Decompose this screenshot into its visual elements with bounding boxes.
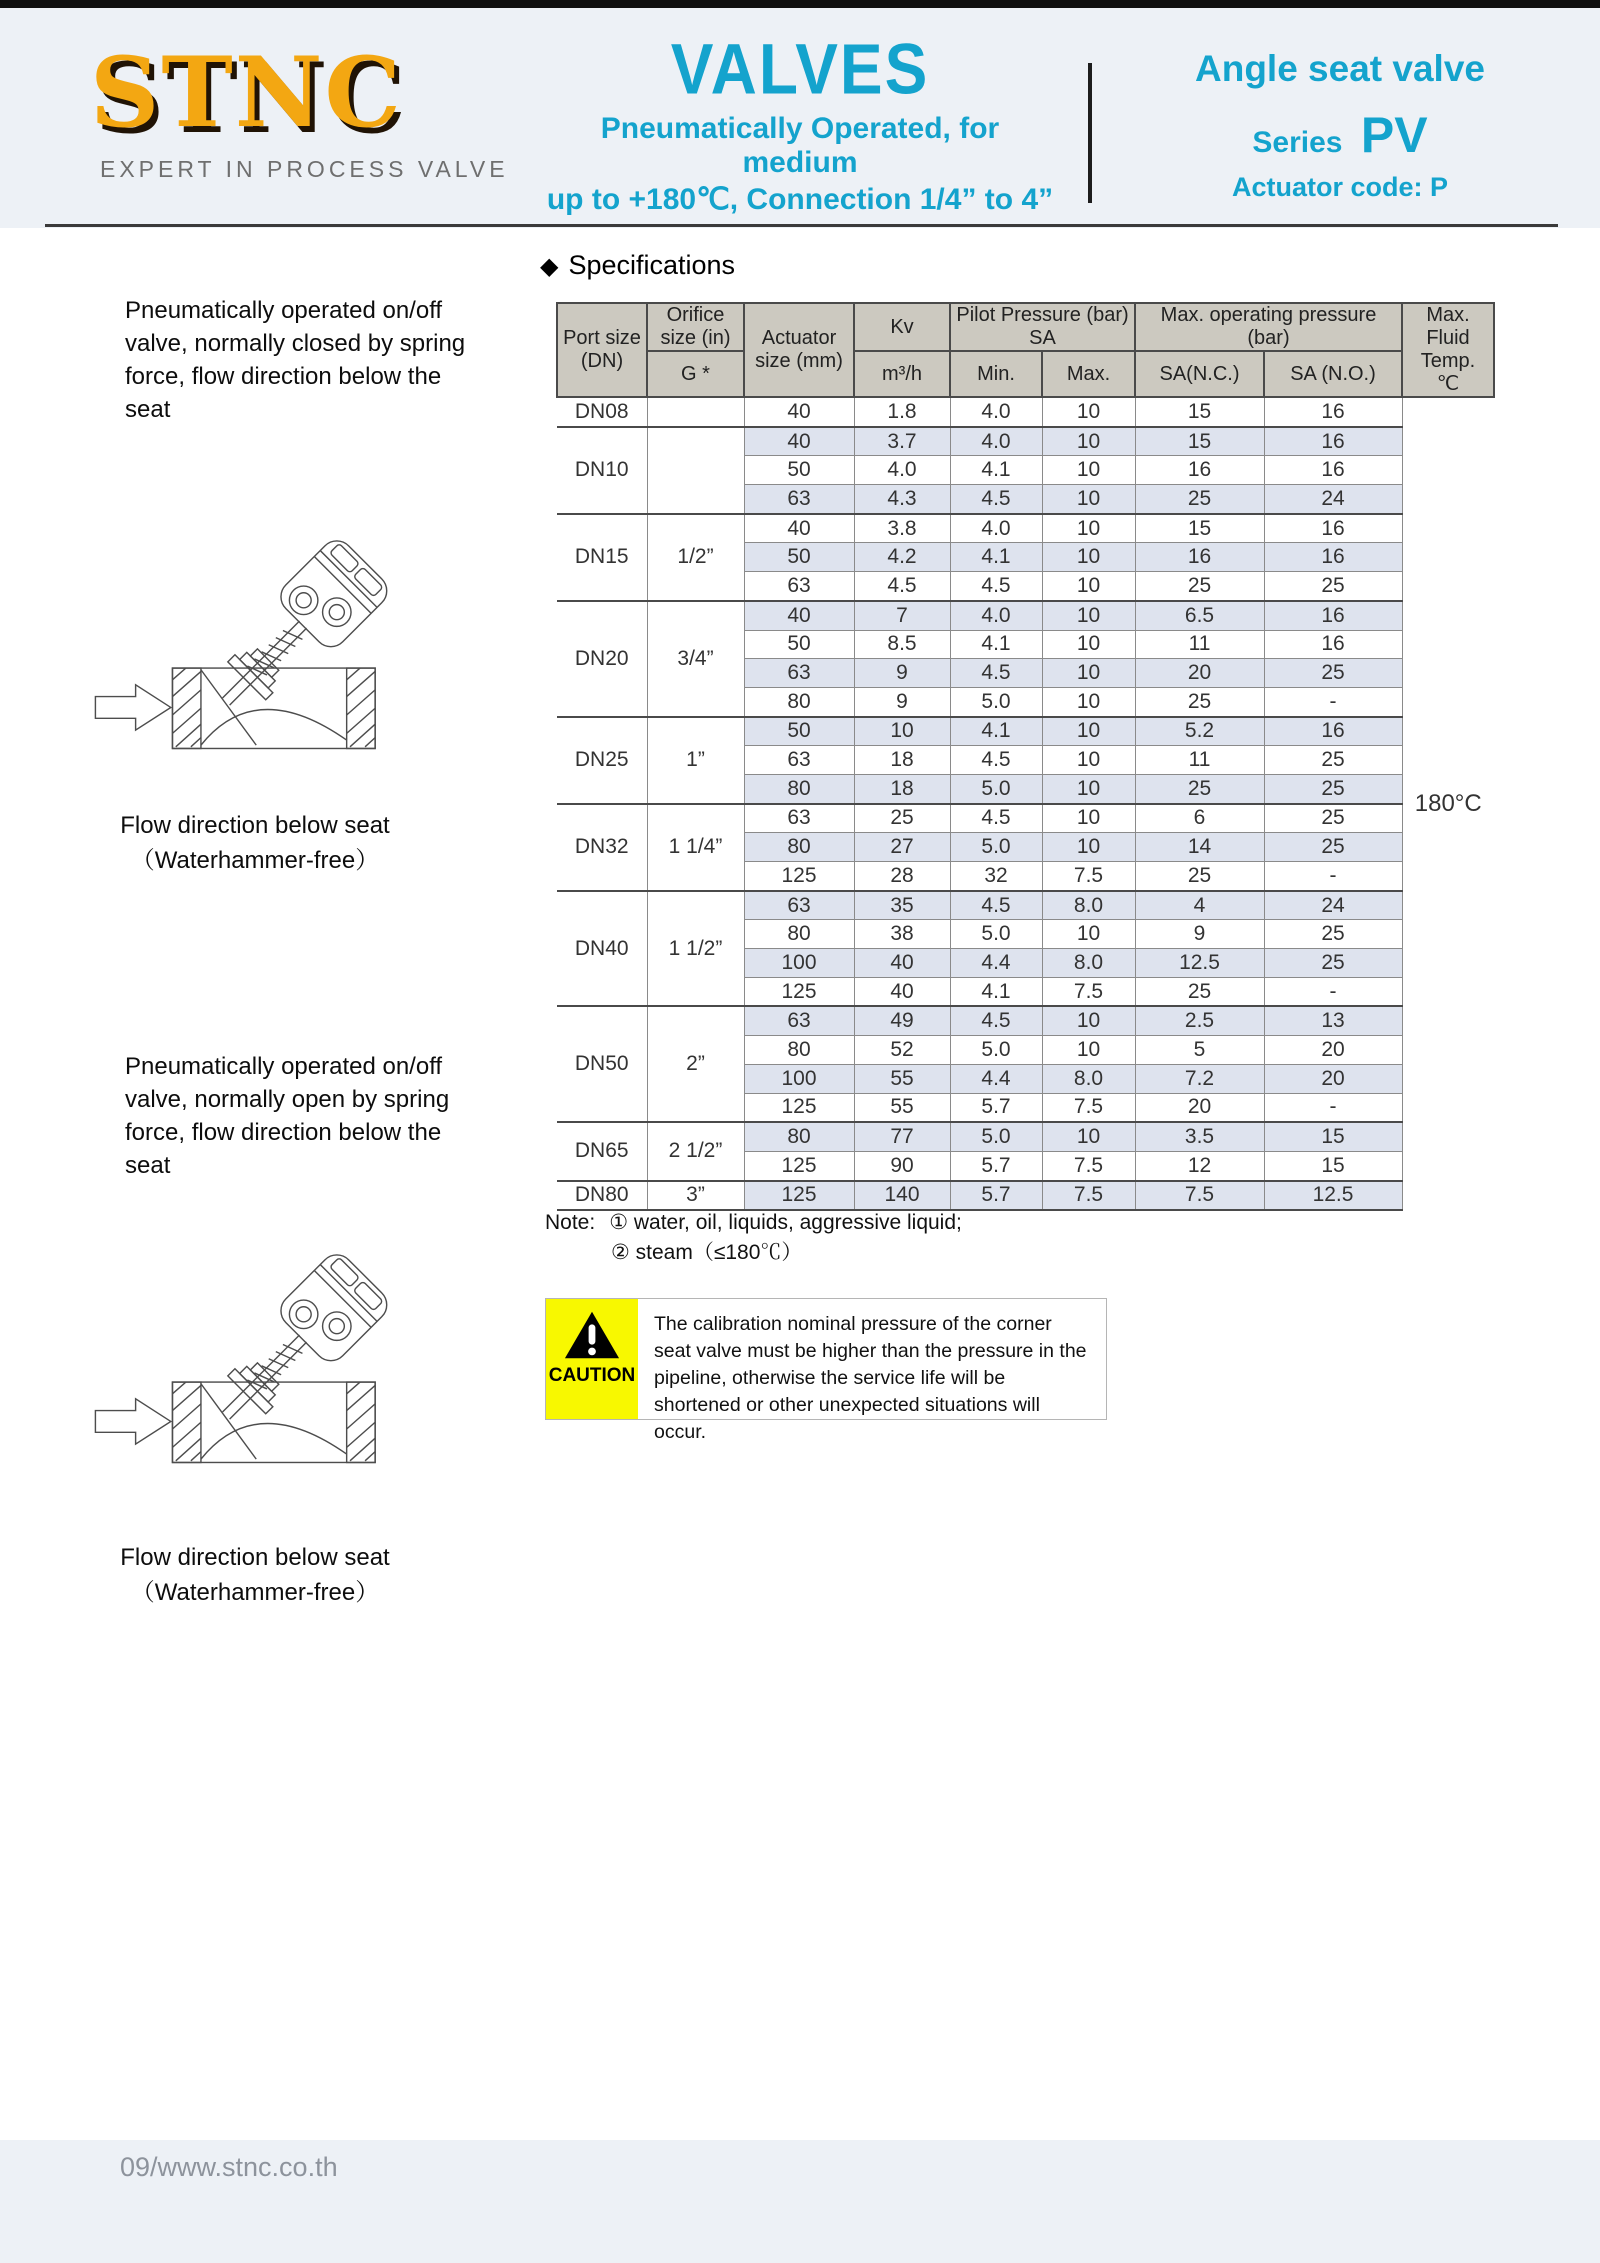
data-cell: 25 xyxy=(1264,804,1402,833)
data-cell: 10 xyxy=(1042,485,1135,514)
port-size-cell: DN65 xyxy=(557,1122,647,1180)
flow-caption-2 xyxy=(85,1540,425,1610)
data-cell: 90 xyxy=(854,1151,950,1180)
caution-label: CAUTION xyxy=(548,1365,636,1386)
table-row xyxy=(557,514,1494,543)
orifice-size-cell: 1” xyxy=(647,717,744,804)
col-header-kv: Kv xyxy=(854,303,950,351)
data-cell: 4.0 xyxy=(950,397,1042,427)
col-header-sa-nc: SA(N.C.) xyxy=(1135,351,1264,397)
data-cell: 4.2 xyxy=(854,543,950,572)
port-size-cell: DN20 xyxy=(557,601,647,717)
data-cell: 7.5 xyxy=(1042,1093,1135,1122)
valve-technical-drawing-1 xyxy=(92,452,402,787)
data-cell: 25 xyxy=(1264,774,1402,803)
header-rule xyxy=(45,224,1558,227)
data-cell: 16 xyxy=(1264,514,1402,543)
col-header-pilot-min: Min. xyxy=(950,351,1042,397)
data-cell: 40 xyxy=(744,601,854,630)
data-cell: 16 xyxy=(1135,456,1264,485)
data-cell: 125 xyxy=(744,1151,854,1180)
data-cell: 3.8 xyxy=(854,514,950,543)
data-cell: 6.5 xyxy=(1135,601,1264,630)
data-cell: 80 xyxy=(744,774,854,803)
data-cell: 5.0 xyxy=(950,1122,1042,1151)
col-header-orifice-size: Orifice size (in) xyxy=(647,303,744,351)
data-cell: 4.1 xyxy=(950,456,1042,485)
data-cell: 4.0 xyxy=(854,456,950,485)
data-cell: 20 xyxy=(1264,1064,1402,1093)
orifice-size-cell: 2 1/2” xyxy=(647,1122,744,1180)
stnc-logo: STNC xyxy=(90,36,403,149)
col-header-pilot-pressure: Pilot Pressure (bar) SA xyxy=(950,303,1135,351)
data-cell: 80 xyxy=(744,687,854,716)
data-cell: 2.5 xyxy=(1135,1006,1264,1035)
data-cell: 5.0 xyxy=(950,920,1042,949)
page-subtitle-line2: up to +180℃, Connection 1/4” to 4” xyxy=(546,183,1054,216)
data-cell: 8.0 xyxy=(1042,1064,1135,1093)
col-header-kv-unit: m³/h xyxy=(854,351,950,397)
data-cell: 40 xyxy=(854,949,950,978)
table-row xyxy=(557,717,1494,746)
page-title: VALVES xyxy=(670,28,930,110)
table-row xyxy=(557,601,1494,630)
specifications-table xyxy=(556,302,1495,1211)
data-cell: 10 xyxy=(1042,920,1135,949)
data-cell: 3.5 xyxy=(1135,1122,1264,1151)
data-cell: 4.0 xyxy=(950,427,1042,456)
caution-text: The calibration nominal pressure of the corner seat valve must be higher than the pressure in the pipeline, otherwise the service life will be shortened or other unexpected situations will occur. xyxy=(654,1313,1087,1443)
data-cell: 10 xyxy=(1042,659,1135,688)
logo-tagline: EXPERT IN PROCESS VALVE xyxy=(100,156,509,182)
flow-caption-line1: Flow direction below seat xyxy=(120,812,390,839)
data-cell: 100 xyxy=(744,1064,854,1093)
data-cell: 10 xyxy=(1042,833,1135,862)
header-title-block xyxy=(540,28,1060,217)
data-cell: - xyxy=(1264,862,1402,891)
data-cell: 16 xyxy=(1264,630,1402,659)
data-cell: 10 xyxy=(1042,456,1135,485)
col-header-pilot-max: Max. xyxy=(1042,351,1135,397)
table-row xyxy=(557,804,1494,833)
data-cell: 15 xyxy=(1135,514,1264,543)
diamond-icon: ◆ xyxy=(540,253,559,280)
data-cell: 40 xyxy=(854,977,950,1006)
note-block xyxy=(545,1208,962,1268)
data-cell: 10 xyxy=(1042,514,1135,543)
flow-caption-line2: （Waterhammer-free） xyxy=(130,1579,380,1606)
caution-box xyxy=(545,1298,1107,1443)
data-cell: 14 xyxy=(1135,833,1264,862)
data-cell: 63 xyxy=(744,572,854,601)
data-cell: 25 xyxy=(1135,485,1264,514)
data-cell: 25 xyxy=(1264,572,1402,601)
data-cell: 40 xyxy=(744,397,854,427)
header-vertical-divider xyxy=(1088,63,1092,203)
data-cell: 63 xyxy=(744,804,854,833)
table-row xyxy=(557,1181,1494,1211)
data-cell: 35 xyxy=(854,891,950,920)
data-cell: 12 xyxy=(1135,1151,1264,1180)
port-size-cell: DN10 xyxy=(557,427,647,514)
data-cell: - xyxy=(1264,687,1402,716)
data-cell: 7.2 xyxy=(1135,1064,1264,1093)
data-cell: 5.0 xyxy=(950,1036,1042,1065)
actuator-code: Actuator code: P xyxy=(1231,172,1449,202)
note-text-1: ① water, oil, liquids, aggressive liquid; xyxy=(609,1211,962,1234)
port-size-cell: DN80 xyxy=(557,1181,647,1211)
data-cell: 4.5 xyxy=(950,746,1042,775)
data-cell: 7.5 xyxy=(1135,1181,1264,1211)
data-cell: 50 xyxy=(744,456,854,485)
specifications-heading xyxy=(540,250,735,281)
description-normally-open: Pneumatically operated on/off valve, normally open by spring force, flow direction below the seat xyxy=(125,1053,450,1179)
data-cell: 125 xyxy=(744,977,854,1006)
data-cell: 10 xyxy=(1042,1036,1135,1065)
data-cell: 20 xyxy=(1135,659,1264,688)
port-size-cell: DN08 xyxy=(557,397,647,427)
data-cell: 25 xyxy=(854,804,950,833)
top-black-bar xyxy=(0,0,1600,8)
data-cell: 25 xyxy=(1135,862,1264,891)
data-cell: 4.5 xyxy=(950,485,1042,514)
port-size-cell: DN32 xyxy=(557,804,647,891)
series-value: PV xyxy=(1360,107,1428,163)
data-cell: 10 xyxy=(1042,572,1135,601)
data-cell: 18 xyxy=(854,746,950,775)
table-row xyxy=(557,891,1494,920)
data-cell: 4.1 xyxy=(950,717,1042,746)
data-cell: 15 xyxy=(1264,1122,1402,1151)
data-cell: 10 xyxy=(1042,630,1135,659)
data-cell: 9 xyxy=(854,687,950,716)
data-cell: 38 xyxy=(854,920,950,949)
data-cell: 10 xyxy=(1042,774,1135,803)
data-cell: 50 xyxy=(744,630,854,659)
table-row xyxy=(557,1006,1494,1035)
data-cell: 40 xyxy=(744,427,854,456)
data-cell: 4.3 xyxy=(854,485,950,514)
data-cell: 80 xyxy=(744,1036,854,1065)
data-cell: 4.5 xyxy=(950,804,1042,833)
specifications-heading-label: Specifications xyxy=(568,250,736,280)
data-cell: 25 xyxy=(1135,572,1264,601)
data-cell: 10 xyxy=(1042,601,1135,630)
data-cell: 5 xyxy=(1135,1036,1264,1065)
data-cell: 13 xyxy=(1264,1006,1402,1035)
data-cell: 100 xyxy=(744,949,854,978)
data-cell: 7.5 xyxy=(1042,1181,1135,1211)
port-size-cell: DN25 xyxy=(557,717,647,804)
data-cell: 40 xyxy=(744,514,854,543)
data-cell: 10 xyxy=(1042,1006,1135,1035)
caution-badge xyxy=(546,1299,638,1419)
data-cell: 4.5 xyxy=(950,1006,1042,1035)
data-cell: - xyxy=(1264,977,1402,1006)
data-cell: 7.5 xyxy=(1042,977,1135,1006)
data-cell: 9 xyxy=(1135,920,1264,949)
data-cell: 10 xyxy=(1042,1122,1135,1151)
data-cell: 140 xyxy=(854,1181,950,1211)
data-cell: 8.5 xyxy=(854,630,950,659)
table-header-row-1 xyxy=(557,303,1494,351)
orifice-size-cell: 3/4” xyxy=(647,601,744,717)
data-cell: 52 xyxy=(854,1036,950,1065)
data-cell: 5.0 xyxy=(950,833,1042,862)
data-cell: 11 xyxy=(1135,630,1264,659)
data-cell: 7.5 xyxy=(1042,862,1135,891)
orifice-size-cell: 2” xyxy=(647,1006,744,1122)
data-cell: 5.7 xyxy=(950,1151,1042,1180)
data-cell: 5.0 xyxy=(950,774,1042,803)
data-cell: 32 xyxy=(950,862,1042,891)
orifice-size-cell: 1 1/2” xyxy=(647,891,744,1007)
col-header-max-fluid-temp: Max. Fluid Temp. ℃ xyxy=(1402,303,1494,397)
data-cell: 4.5 xyxy=(854,572,950,601)
footer-page-url: 09/www.stnc.co.th xyxy=(120,2152,338,2182)
table-row xyxy=(557,397,1494,427)
data-cell: 4.1 xyxy=(950,977,1042,1006)
data-cell: 10 xyxy=(854,717,950,746)
note-label: Note: xyxy=(545,1211,596,1234)
port-size-cell: DN40 xyxy=(557,891,647,1007)
data-cell: 16 xyxy=(1264,456,1402,485)
data-cell: 25 xyxy=(1135,687,1264,716)
description-normally-closed: Pneumatically operated on/off valve, normally closed by spring force, flow direction below the seat xyxy=(125,297,466,423)
data-cell: 77 xyxy=(854,1122,950,1151)
warning-triangle-icon xyxy=(563,1309,621,1361)
data-cell: 3.7 xyxy=(854,427,950,456)
data-cell: 125 xyxy=(744,862,854,891)
data-cell: 49 xyxy=(854,1006,950,1035)
spec-table-body xyxy=(557,397,1494,1210)
data-cell: 4.1 xyxy=(950,543,1042,572)
data-cell: 9 xyxy=(854,659,950,688)
series-line xyxy=(1110,106,1570,164)
table-header-row-2 xyxy=(557,351,1494,397)
page-subtitle-line1: Pneumatically Operated, for medium xyxy=(600,112,1000,179)
data-cell: 5.7 xyxy=(950,1181,1042,1211)
data-cell: 16 xyxy=(1264,397,1402,427)
data-cell: 16 xyxy=(1264,601,1402,630)
data-cell: 55 xyxy=(854,1093,950,1122)
data-cell: 20 xyxy=(1135,1093,1264,1122)
data-cell: 4 xyxy=(1135,891,1264,920)
data-cell: 63 xyxy=(744,746,854,775)
orifice-size-cell: 1 1/4” xyxy=(647,804,744,891)
orifice-size-cell: 3” xyxy=(647,1181,744,1211)
data-cell: 4.5 xyxy=(950,572,1042,601)
data-cell: 5.0 xyxy=(950,687,1042,716)
data-cell: 10 xyxy=(1042,804,1135,833)
data-cell: 10 xyxy=(1042,717,1135,746)
data-cell: 50 xyxy=(744,717,854,746)
data-cell: 55 xyxy=(854,1064,950,1093)
data-cell: 25 xyxy=(1264,746,1402,775)
data-cell: 7.5 xyxy=(1042,1151,1135,1180)
table-row xyxy=(557,427,1494,456)
data-cell: 16 xyxy=(1135,543,1264,572)
data-cell: 25 xyxy=(1264,920,1402,949)
data-cell: 125 xyxy=(744,1093,854,1122)
max-fluid-temp-cell: 180°C xyxy=(1402,397,1494,1210)
data-cell: 5.2 xyxy=(1135,717,1264,746)
data-cell: 5.7 xyxy=(950,1093,1042,1122)
data-cell: 4.4 xyxy=(950,1064,1042,1093)
note-text-2: ② steam（≤180℃） xyxy=(611,1241,803,1264)
data-cell: 25 xyxy=(1135,774,1264,803)
data-cell: - xyxy=(1264,1093,1402,1122)
page-header xyxy=(0,8,1600,228)
data-cell: 50 xyxy=(744,543,854,572)
product-name: Angle seat valve xyxy=(1195,48,1485,89)
data-cell: 10 xyxy=(1042,427,1135,456)
flow-caption-line2: （Waterhammer-free） xyxy=(130,847,380,874)
col-header-port-size: Port size (DN) xyxy=(557,303,647,397)
data-cell: 15 xyxy=(1135,397,1264,427)
data-cell: 4.4 xyxy=(950,949,1042,978)
data-cell: 4.0 xyxy=(950,514,1042,543)
port-size-cell: DN15 xyxy=(557,514,647,601)
data-cell: 10 xyxy=(1042,687,1135,716)
orifice-size-cell: 1/2” xyxy=(647,514,744,601)
data-cell: 24 xyxy=(1264,891,1402,920)
data-cell: 10 xyxy=(1042,543,1135,572)
data-cell: 6 xyxy=(1135,804,1264,833)
data-cell: 1.8 xyxy=(854,397,950,427)
orifice-size-cell xyxy=(647,397,744,427)
data-cell: 4.5 xyxy=(950,659,1042,688)
data-cell: 63 xyxy=(744,891,854,920)
data-cell: 12.5 xyxy=(1135,949,1264,978)
data-cell: 25 xyxy=(1264,949,1402,978)
col-header-sa-no: SA (N.O.) xyxy=(1264,351,1402,397)
flow-caption-line1: Flow direction below seat xyxy=(120,1544,390,1571)
flow-caption-1 xyxy=(85,808,425,878)
data-cell: 10 xyxy=(1042,746,1135,775)
data-cell: 4.1 xyxy=(950,630,1042,659)
data-cell: 80 xyxy=(744,833,854,862)
data-cell: 18 xyxy=(854,774,950,803)
data-cell: 80 xyxy=(744,1122,854,1151)
data-cell: 12.5 xyxy=(1264,1181,1402,1211)
data-cell: 63 xyxy=(744,485,854,514)
data-cell: 15 xyxy=(1264,1151,1402,1180)
data-cell: 20 xyxy=(1264,1036,1402,1065)
data-cell: 25 xyxy=(1135,977,1264,1006)
data-cell: 63 xyxy=(744,1006,854,1035)
table-row xyxy=(557,1122,1494,1151)
note-line-2 xyxy=(545,1238,962,1268)
col-header-max-operating-pressure: Max. operating pressure (bar) xyxy=(1135,303,1402,351)
valve-technical-drawing-2 xyxy=(92,1166,402,1501)
data-cell: 16 xyxy=(1264,543,1402,572)
data-cell: 125 xyxy=(744,1181,854,1211)
data-cell: 16 xyxy=(1264,427,1402,456)
col-header-orifice-g: G * xyxy=(647,351,744,397)
data-cell: 4.5 xyxy=(950,891,1042,920)
data-cell: 16 xyxy=(1264,717,1402,746)
series-label: Series xyxy=(1252,126,1343,159)
data-cell: 11 xyxy=(1135,746,1264,775)
data-cell: 28 xyxy=(854,862,950,891)
note-line-1 xyxy=(545,1208,962,1238)
header-product-block xyxy=(1110,48,1570,203)
data-cell: 80 xyxy=(744,920,854,949)
data-cell: 10 xyxy=(1042,397,1135,427)
data-cell: 7 xyxy=(854,601,950,630)
data-cell: 25 xyxy=(1264,833,1402,862)
data-cell: 27 xyxy=(854,833,950,862)
data-cell: 24 xyxy=(1264,485,1402,514)
data-cell: 8.0 xyxy=(1042,949,1135,978)
data-cell: 8.0 xyxy=(1042,891,1135,920)
col-header-actuator-size: Actuator size (mm) xyxy=(744,303,854,397)
data-cell: 63 xyxy=(744,659,854,688)
data-cell: 4.0 xyxy=(950,601,1042,630)
port-size-cell: DN50 xyxy=(557,1006,647,1122)
data-cell: 15 xyxy=(1135,427,1264,456)
orifice-size-cell xyxy=(647,427,744,514)
data-cell: 25 xyxy=(1264,659,1402,688)
